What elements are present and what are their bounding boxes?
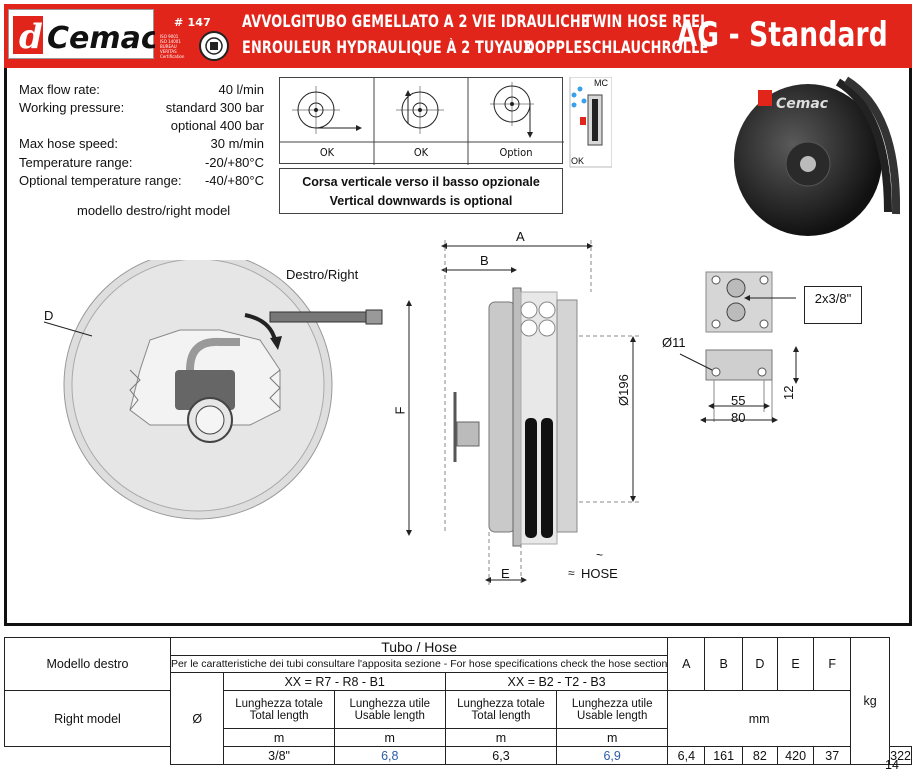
col-b: B <box>705 638 743 691</box>
mc-label: MC <box>594 78 608 88</box>
cell-total-2: 6,9 <box>557 747 668 765</box>
cell-total-1: 6,8 <box>334 747 445 765</box>
label-dia196: Ø196 <box>616 374 631 406</box>
spec-label: Max hose speed: <box>19 136 119 151</box>
logo <box>8 9 154 59</box>
hole-label: Ø11 <box>662 335 686 350</box>
certification-text: ISO 9001 ISO 14001 BUREAU VERITAS Certification <box>160 34 185 59</box>
xx2-header: XX = B2 - T2 - B3 <box>445 673 667 691</box>
product-photo <box>728 72 900 244</box>
cell-a: 161 <box>705 747 743 765</box>
label-d: D <box>44 308 54 323</box>
svg-text:d: d <box>19 17 43 57</box>
svg-text:Cemac: Cemac <box>776 96 829 112</box>
spec-value: -40/+80°C <box>204 173 264 188</box>
cell-e: 37 <box>814 747 851 765</box>
front-view-drawing <box>30 260 410 530</box>
cell-f: 322 <box>890 748 911 763</box>
orientation-ok-diagonal-icon <box>396 86 444 134</box>
hose-note: Per le caratteristiche dei tubi consultare l'apposita sezione - For hose specifications check the hose section <box>170 656 667 673</box>
diam-header: Ø <box>170 673 224 765</box>
side-view-drawing <box>395 232 655 587</box>
spec-value: -20/+80°C <box>204 155 264 170</box>
title-english: TWIN HOSE REEL <box>582 12 708 31</box>
title-italian: AVVOLGITUBO GEMELLATO A 2 VIE IDRAULICHE <box>242 12 590 31</box>
spec-value: standard 300 bar <box>165 100 264 115</box>
label-a: A <box>516 229 525 244</box>
col-d: D <box>742 638 777 691</box>
label-f: F <box>392 406 408 415</box>
brand-name: Cemac <box>47 21 155 56</box>
col-f: F <box>814 638 851 691</box>
kg-cell: kg <box>851 638 890 765</box>
total-length-header: Lunghezza totale Total length <box>445 691 556 729</box>
dim-80: 80 <box>731 410 746 425</box>
mm-cell: mm <box>668 691 851 747</box>
catalog-number: # 147 <box>174 16 212 29</box>
col-a: A <box>668 638 705 691</box>
dim-12: 12 <box>781 385 796 400</box>
ok-label: OK <box>571 156 585 166</box>
orientation-option-vertical-icon <box>490 82 534 138</box>
unit-m: m <box>334 729 445 747</box>
spec-label: Temperature range: <box>19 155 133 170</box>
model-note: modello destro/right model <box>77 203 231 218</box>
dimensions-table <box>4 637 912 765</box>
cemac-logo-icon <box>9 10 155 60</box>
orientation-label: Option <box>499 146 533 159</box>
orientation-label: OK <box>413 146 429 159</box>
unit-m: m <box>445 729 556 747</box>
spec-value: optional 400 bar <box>170 118 264 133</box>
usable-length-header: Lunghezza utile Usable length <box>557 691 668 729</box>
label-e: E <box>501 566 510 581</box>
cell-d: 420 <box>777 747 814 765</box>
cell-kg: 14 <box>885 758 899 772</box>
spec-label: Working pressure: <box>19 100 125 115</box>
model-it-cell: Modello destro <box>5 638 171 691</box>
title-french: ENROULEUR HYDRAULIQUE À 2 TUYAUX <box>242 38 534 57</box>
label-hose: HOSE <box>581 566 618 581</box>
cell-diam: 3/8" <box>224 747 334 765</box>
cell-b: 82 <box>742 747 777 765</box>
usable-length-header: Lunghezza utile Usable length <box>334 691 445 729</box>
label-b: B <box>480 253 489 268</box>
orientation-label: OK <box>319 146 335 159</box>
col-e: E <box>777 638 814 691</box>
unit-m: m <box>557 729 668 747</box>
spec-value: 40 l/min <box>218 82 264 97</box>
table-row <box>5 747 912 765</box>
orientation-icons <box>279 77 563 164</box>
unit-m: m <box>224 729 334 747</box>
vertical-note: Corsa verticale verso il basso opzionale Vertical downwards is optional <box>279 168 563 214</box>
title-german: DOPPLESCHLAUCHROLLE <box>523 38 708 57</box>
model-en-cell: Right model <box>5 691 171 747</box>
label-tilde: ~ <box>596 548 604 562</box>
xx1-header: XX = R7 - R8 - B1 <box>224 673 445 691</box>
spec-label: Optional temperature range: <box>19 173 182 188</box>
label-approx: ≈ <box>568 566 575 580</box>
total-length-header: Lunghezza totale Total length <box>224 691 334 729</box>
model-title: AG - Standard <box>676 15 888 55</box>
orientation-ok-horizontal-icon <box>292 86 362 134</box>
label-destro: Destro/Right <box>286 267 359 282</box>
cell-usable-1: 6,3 <box>445 747 556 765</box>
cell-usable-2: 6,4 <box>668 747 705 765</box>
spec-value: 30 m/min <box>210 136 264 151</box>
dim-55: 55 <box>731 393 746 408</box>
spec-label: Max flow rate: <box>19 82 100 97</box>
bureau-veritas-seal-icon <box>196 30 232 62</box>
port-label: 2x3/8" <box>804 286 862 324</box>
tubo-header: Tubo / Hose <box>170 638 667 656</box>
